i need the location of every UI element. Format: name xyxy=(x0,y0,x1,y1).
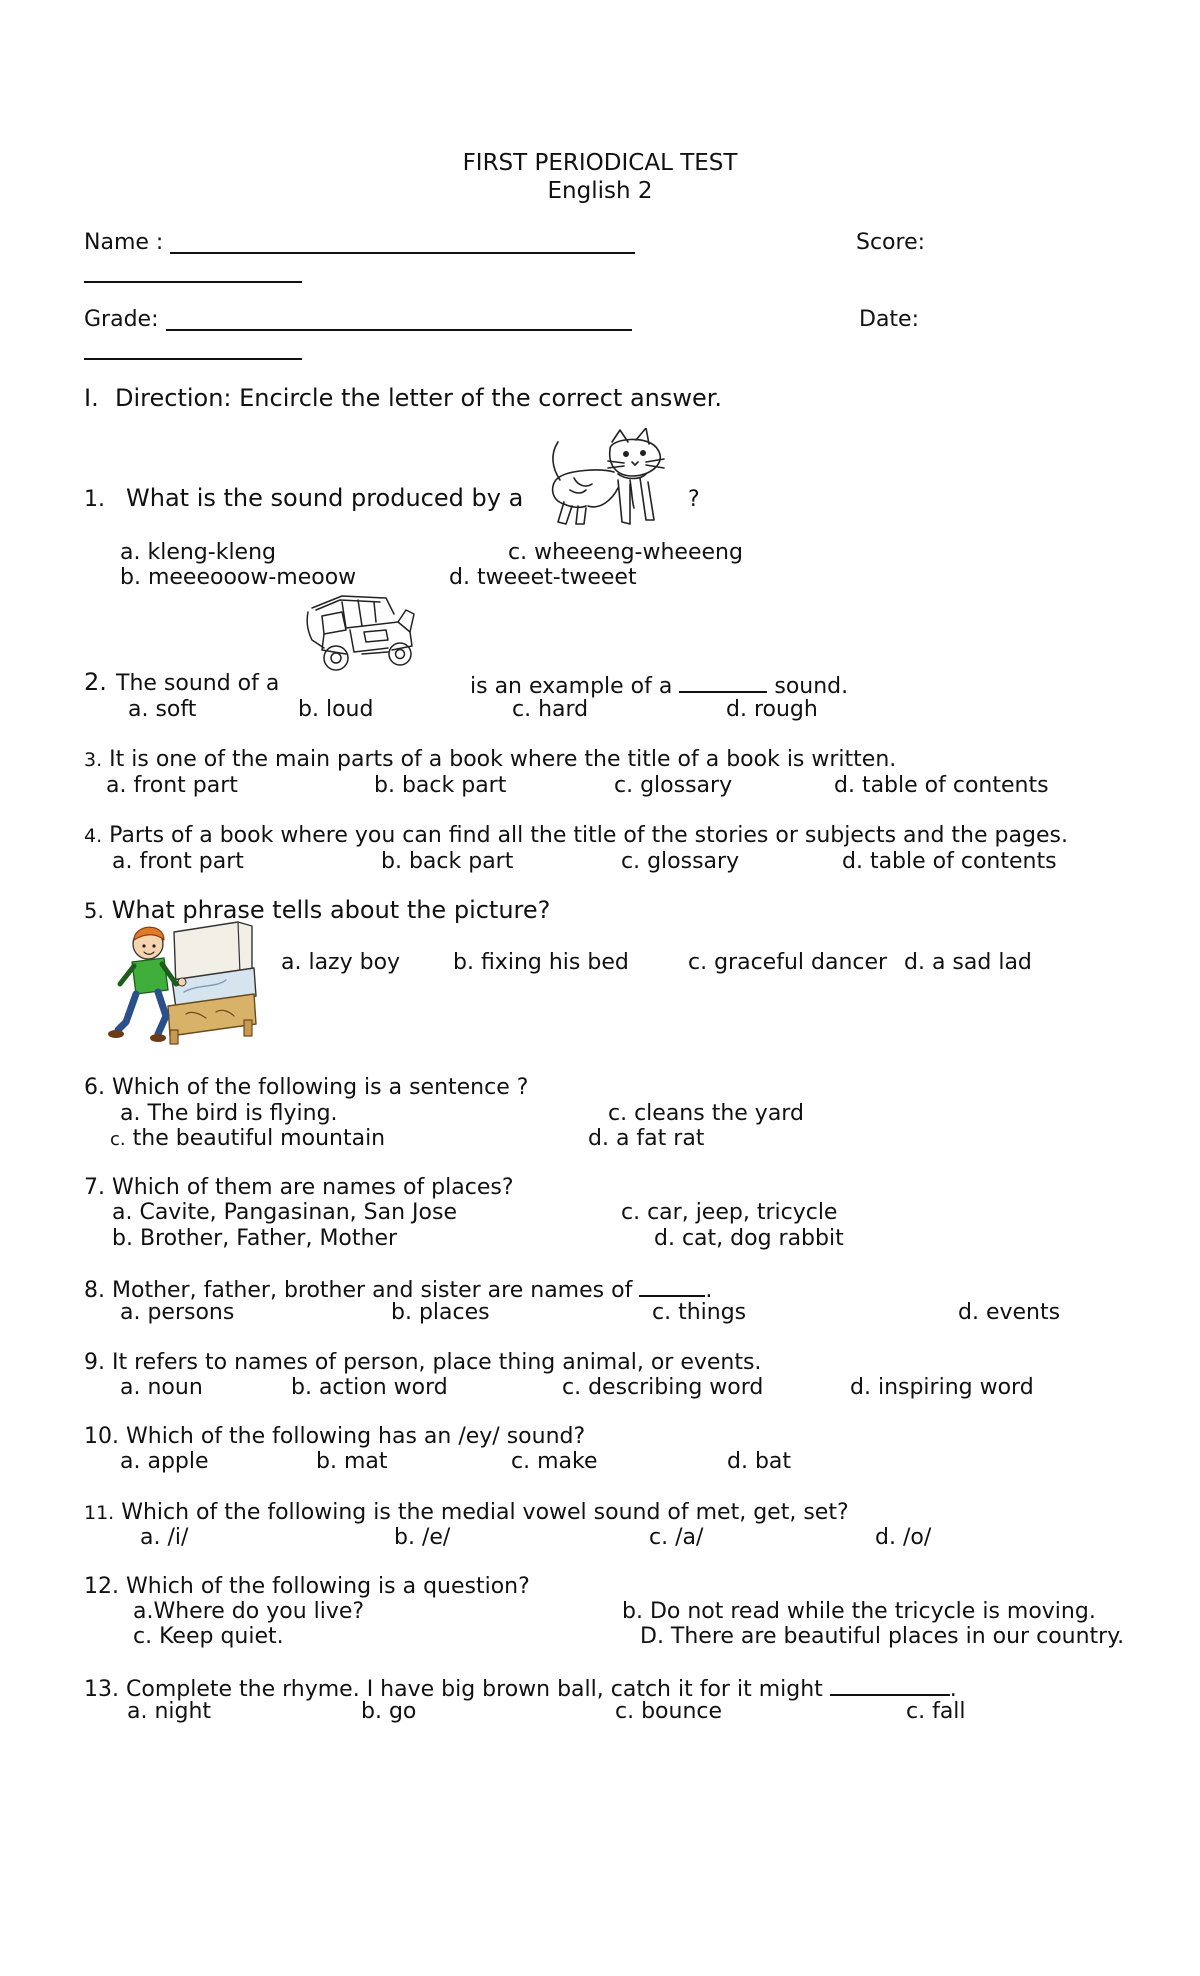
q13-text: Complete the rhyme. I have big brown ball, catch it for it might xyxy=(126,1677,823,1702)
q8-number: 8. xyxy=(84,1278,105,1303)
q3-option-d[interactable]: d. table of contents xyxy=(834,773,1049,798)
q1-option-a[interactable]: a. kleng-kleng xyxy=(120,540,276,565)
q6-option-b-text: the beautiful mountain xyxy=(132,1126,386,1151)
q4-number: 4. xyxy=(84,825,103,847)
q13-answer-blank[interactable] xyxy=(830,1674,950,1696)
q10-question xyxy=(84,1424,585,1450)
q1-text: What is the sound produced by a xyxy=(126,484,524,512)
q7-option-b[interactable]: b. Brother, Father, Mother xyxy=(112,1226,398,1251)
q1-number: 1. xyxy=(84,487,105,512)
q10-option-b[interactable]: b. mat xyxy=(316,1449,388,1474)
q8-text: Mother, father, brother and sister are names of xyxy=(112,1278,633,1303)
q3-option-b[interactable]: b. back part xyxy=(374,773,507,798)
test-subject: English 2 xyxy=(547,178,653,204)
boy-fixing-bed-drawing xyxy=(106,918,262,1046)
q13-end: . xyxy=(949,1677,957,1702)
score-label: Score: xyxy=(856,230,926,255)
q6-option-a[interactable]: a. The bird is flying. xyxy=(120,1101,338,1126)
q9-text: It refers to names of person, place thing animal, or events. xyxy=(112,1350,762,1375)
q10-number: 10. xyxy=(84,1424,119,1449)
q12-option-b[interactable]: b. Do not read while the tricycle is moving. xyxy=(622,1599,1096,1624)
q7-text: Which of them are names of places? xyxy=(112,1175,514,1200)
grade-label: Grade: xyxy=(84,307,159,332)
q2-option-d[interactable]: d. rough xyxy=(726,697,818,722)
q8-option-d[interactable]: d. events xyxy=(958,1300,1061,1325)
q6-number: 6. xyxy=(84,1075,105,1100)
q5-number: 5. xyxy=(84,899,105,923)
q8-option-b[interactable]: b. places xyxy=(391,1300,490,1325)
q10-option-c[interactable]: c. make xyxy=(511,1449,598,1474)
q7-option-c[interactable]: c. car, jeep, tricycle xyxy=(621,1200,838,1225)
direction-text: Direction: Encircle the letter of the correct answer. xyxy=(115,384,723,412)
q9-option-b[interactable]: b. action word xyxy=(291,1375,448,1400)
q4-option-b[interactable]: b. back part xyxy=(381,849,514,874)
q3-question xyxy=(84,747,896,773)
q11-text: Which of the following is the medial vowel sound of met, get, set? xyxy=(121,1500,849,1525)
q12-option-c[interactable]: c. Keep quiet. xyxy=(133,1624,284,1649)
q2-option-c[interactable]: c. hard xyxy=(512,697,589,722)
q1-option-b[interactable]: b. meeeooow-meoow xyxy=(120,565,357,590)
test-title: FIRST PERIODICAL TEST xyxy=(462,150,738,176)
score-blank[interactable] xyxy=(84,281,302,283)
grade-blank[interactable] xyxy=(166,329,632,331)
q7-question xyxy=(84,1175,514,1201)
q5-option-c[interactable]: c. graceful dancer xyxy=(688,950,888,975)
q8-end: . xyxy=(705,1278,713,1303)
q4-option-c[interactable]: c. glossary xyxy=(621,849,740,874)
q2-text-end: sound. xyxy=(774,674,849,699)
q13-number: 13. xyxy=(84,1677,119,1702)
q4-option-a[interactable]: a. front part xyxy=(112,849,244,874)
q8-option-c[interactable]: c. things xyxy=(652,1300,747,1325)
q9-option-d[interactable]: d. inspiring word xyxy=(850,1375,1034,1400)
q2-text-before: The sound of a xyxy=(116,671,280,696)
q11-option-a[interactable]: a. /i/ xyxy=(140,1525,189,1550)
direction-number: I. xyxy=(84,384,99,412)
q6-text: Which of the following is a sentence ? xyxy=(112,1075,529,1100)
q2-text-after-label: is an example of a xyxy=(470,674,673,699)
q5-option-a[interactable]: a. lazy boy xyxy=(281,950,401,975)
q7-option-a[interactable]: a. Cavite, Pangasinan, San Jose xyxy=(112,1200,457,1225)
q12-option-a[interactable]: a.Where do you live? xyxy=(133,1599,365,1624)
q11-option-d[interactable]: d. /o/ xyxy=(875,1525,932,1550)
q7-number: 7. xyxy=(84,1175,105,1200)
q10-text: Which of the following has an /ey/ sound? xyxy=(126,1424,586,1449)
q6-option-b-letter: c. xyxy=(110,1129,126,1150)
q9-number: 9. xyxy=(84,1350,105,1375)
q13-question xyxy=(84,1674,957,1703)
q12-text: Which of the following is a question? xyxy=(126,1574,530,1599)
q12-option-d[interactable]: D. There are beautiful places in our country. xyxy=(640,1624,1125,1649)
q7-option-d[interactable]: d. cat, dog rabbit xyxy=(654,1226,844,1251)
q2-answer-blank[interactable] xyxy=(679,671,767,693)
q5-option-d[interactable]: d. a sad lad xyxy=(904,950,1032,975)
q13-option-d[interactable]: c. fall xyxy=(906,1699,966,1724)
q13-option-a[interactable]: a. night xyxy=(127,1699,212,1724)
q8-option-a[interactable]: a. persons xyxy=(120,1300,235,1325)
cat-drawing xyxy=(548,428,684,528)
q4-option-d[interactable]: d. table of contents xyxy=(842,849,1057,874)
q11-option-c[interactable]: c. /a/ xyxy=(649,1525,704,1550)
q2-number: 2. xyxy=(84,668,107,696)
q6-option-c[interactable]: c. cleans the yard xyxy=(608,1101,804,1126)
q1-option-d[interactable]: d. tweeet-tweeet xyxy=(449,565,637,590)
q12-question xyxy=(84,1574,530,1600)
q2-option-b[interactable]: b. loud xyxy=(298,697,374,722)
q5-option-b[interactable]: b. fixing his bed xyxy=(453,950,629,975)
q11-question xyxy=(84,1500,849,1526)
q9-option-a[interactable]: a. noun xyxy=(120,1375,203,1400)
q2-text-after xyxy=(470,671,848,700)
q9-question xyxy=(84,1350,761,1376)
q1-option-c[interactable]: c. wheeeng-wheeeng xyxy=(508,540,743,565)
q6-question xyxy=(84,1075,528,1101)
q4-question xyxy=(84,823,1068,849)
q3-text: It is one of the main parts of a book where the title of a book is written. xyxy=(109,747,897,772)
date-blank[interactable] xyxy=(84,358,302,360)
q6-option-b[interactable] xyxy=(110,1126,385,1153)
q4-text: Parts of a book where you can find all the title of the stories or subjects and the pages. xyxy=(109,823,1068,848)
q13-option-c[interactable]: c. bounce xyxy=(615,1699,723,1724)
jeep-drawing xyxy=(302,592,418,674)
q5-text: What phrase tells about the picture? xyxy=(111,896,551,924)
q1-end: ? xyxy=(688,487,700,512)
q11-option-b[interactable]: b. /e/ xyxy=(394,1525,451,1550)
q10-option-d[interactable]: d. bat xyxy=(727,1449,792,1474)
name-blank[interactable] xyxy=(170,252,635,254)
q13-option-b[interactable]: b. go xyxy=(361,1699,417,1724)
q11-number: 11. xyxy=(84,1502,115,1524)
q2-option-a[interactable]: a. soft xyxy=(128,697,197,722)
q8-answer-blank[interactable] xyxy=(639,1275,705,1297)
date-label: Date: xyxy=(859,307,919,332)
q3-number: 3. xyxy=(84,749,103,771)
q3-option-a[interactable]: a. front part xyxy=(106,773,238,798)
q10-option-a[interactable]: a. apple xyxy=(120,1449,209,1474)
q9-option-c[interactable]: c. describing word xyxy=(562,1375,764,1400)
q6-option-d[interactable]: d. a fat rat xyxy=(588,1126,705,1151)
q3-option-c[interactable]: c. glossary xyxy=(614,773,733,798)
name-label: Name : xyxy=(84,230,164,255)
q12-number: 12. xyxy=(84,1574,119,1599)
